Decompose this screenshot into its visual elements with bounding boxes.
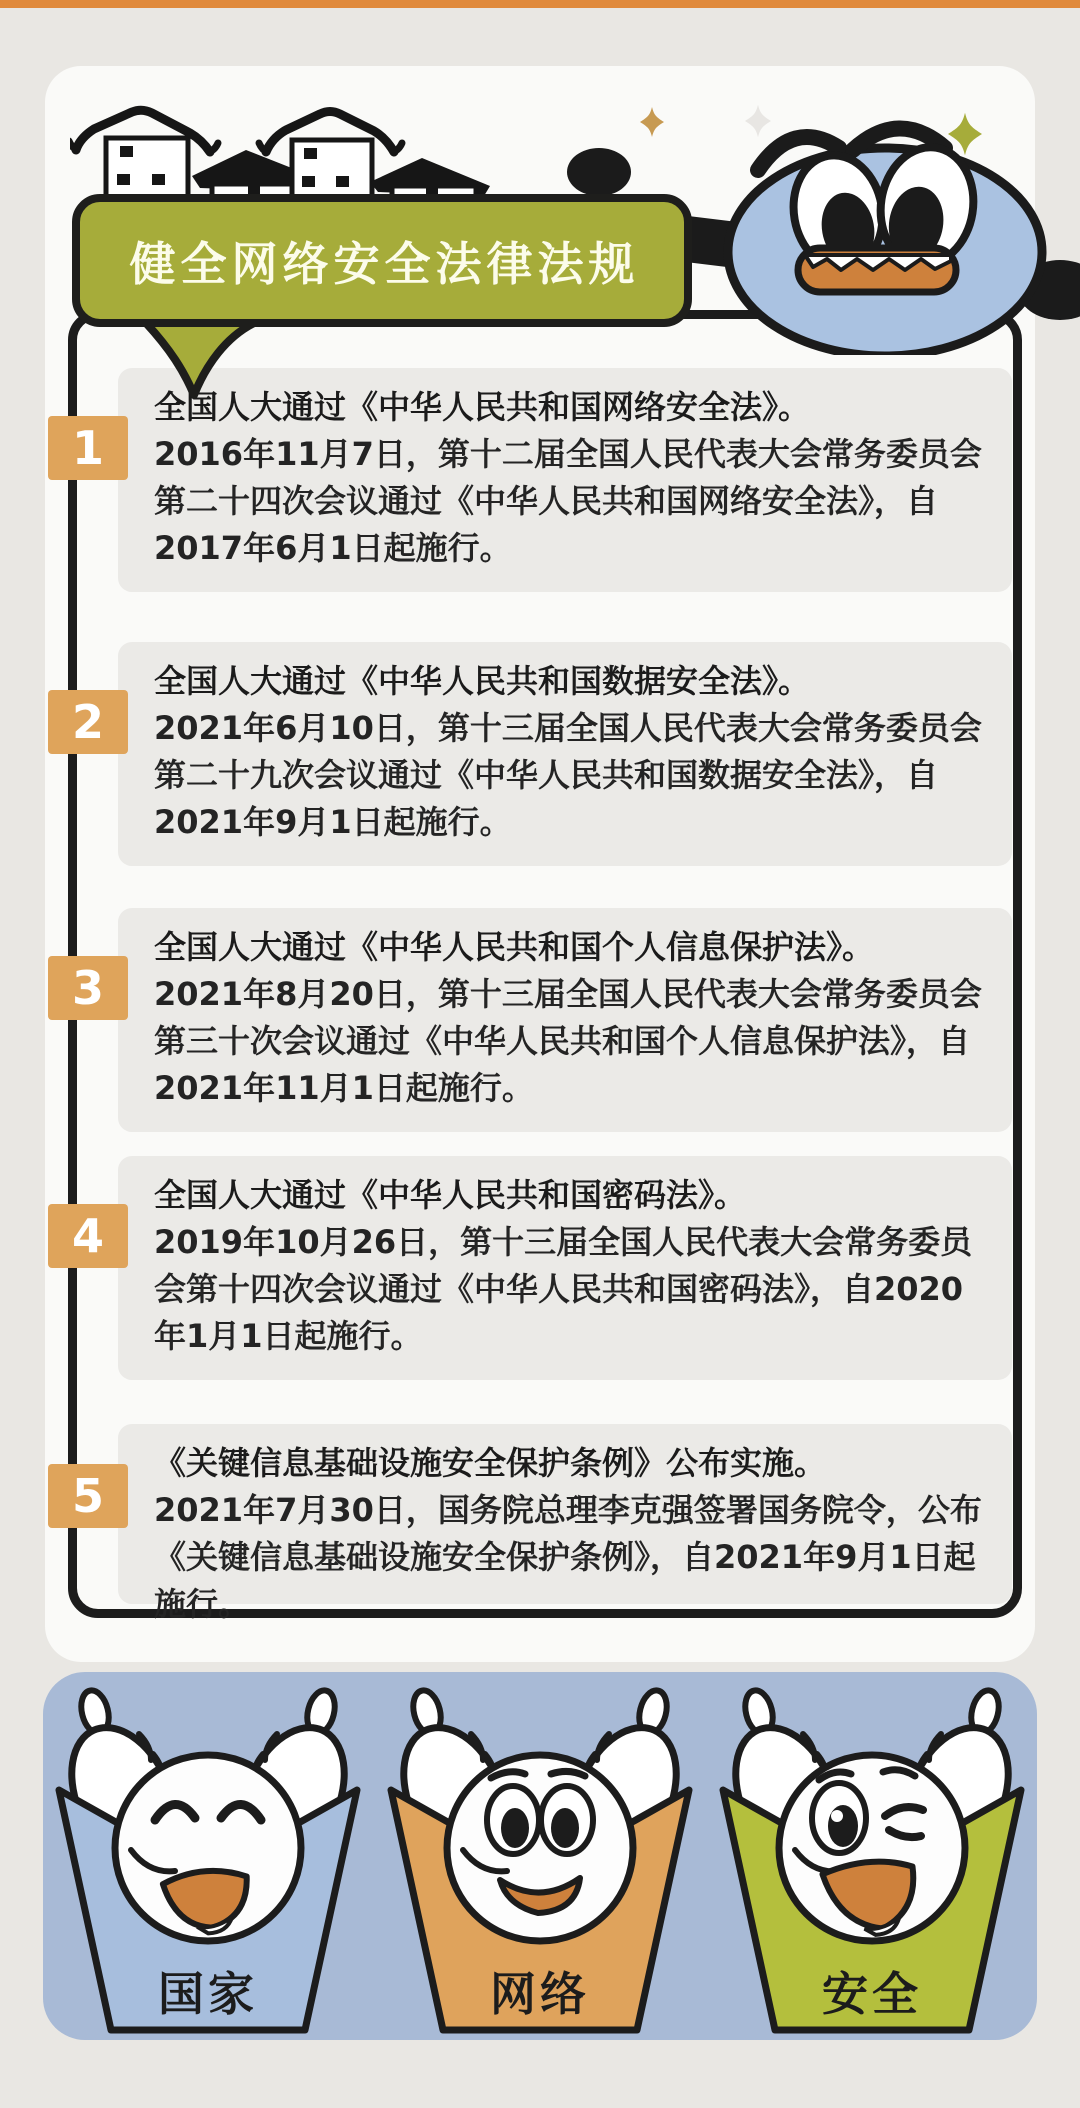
law-item-title: 全国人大通过《中华人民共和国个人信息保护法》。 [154, 928, 875, 966]
law-item-2 [118, 642, 1012, 866]
law-number-badge-4: 4 [48, 1204, 128, 1268]
law-item-body: 2021年7月30日，国务院总理李克强签署国务院令，公布《关键信息基础设施安全保护条例》，自2021年9月1日起施行。 [154, 1491, 982, 1623]
law-number-badge-3: 3 [48, 956, 128, 1020]
mascot-network-icon [375, 1678, 705, 2038]
top-accent-strip [0, 0, 1080, 8]
law-number-badge-5: 5 [48, 1464, 128, 1528]
law-item-body: 2021年8月20日，第十三届全国人民代表大会常务委员会第三十次会议通过《中华人民共和国个人信息保护法》，自2021年11月1日起施行。 [154, 975, 982, 1107]
mascot-label: 安全 [822, 1967, 922, 2021]
law-item-body: 2021年6月10日，第十三届全国人民代表大会常务委员会第二十九次会议通过《中华人民共和国数据安全法》，自2021年9月1日起施行。 [154, 709, 982, 841]
law-number-badge-1: 1 [48, 416, 128, 480]
mascot-label: 国家 [158, 1967, 258, 2021]
law-item-4 [118, 1156, 1012, 1380]
banner-tail [140, 321, 260, 401]
law-item-3 [118, 908, 1012, 1132]
law-item-title: 《关键信息基础设施安全保护条例》公布实施。 [154, 1444, 827, 1482]
mascot-panel [43, 1672, 1037, 2040]
title-banner [72, 194, 692, 327]
law-item-5 [118, 1424, 1012, 1623]
law-item-title: 全国人大通过《中华人民共和国网络安全法》。 [154, 388, 811, 426]
mascot-security-icon [707, 1678, 1037, 2038]
mascot-nation-icon [43, 1678, 373, 2038]
law-item-1 [118, 368, 1012, 592]
houses-icon [70, 100, 490, 200]
law-item-title: 全国人大通过《中华人民共和国数据安全法》。 [154, 662, 811, 700]
law-number-badge-2: 2 [48, 690, 128, 754]
mascot-label: 网络 [490, 1967, 590, 2021]
law-item-title: 全国人大通过《中华人民共和国密码法》。 [154, 1176, 747, 1214]
law-item-body: 2019年10月26日，第十三届全国人民代表大会常务委员会第十四次会议通过《中华人民共和国密码法》，自2020年1月1日起施行。 [154, 1223, 973, 1355]
law-item-body: 2016年11月7日，第十二届全国人民代表大会常务委员会第二十四次会议通过《中华人民共和国网络安全法》，自2017年6月1日起施行。 [154, 435, 982, 567]
page-title: 健全网络安全法律法规 [129, 236, 640, 291]
